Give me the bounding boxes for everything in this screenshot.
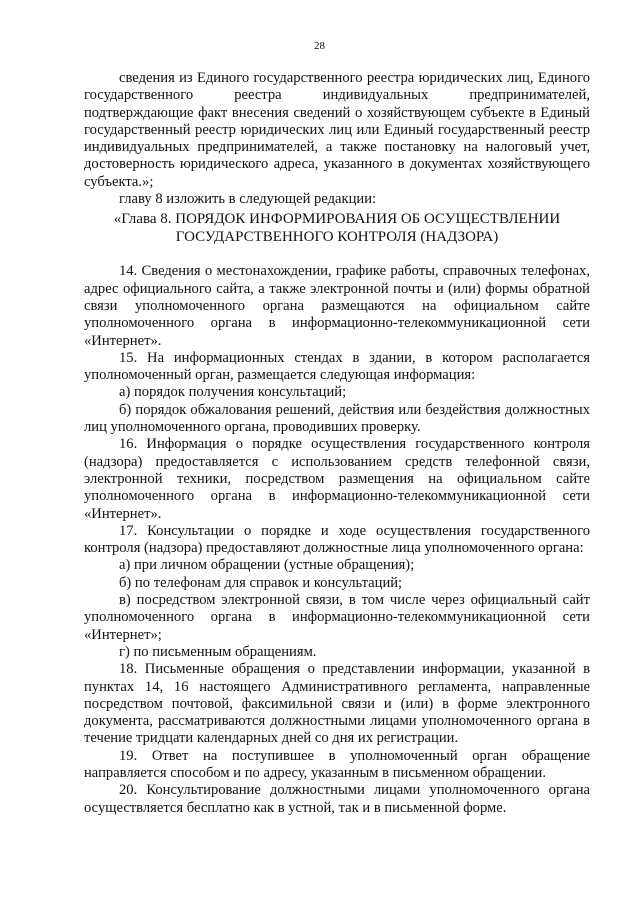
paragraph-17: 17. Консультации о порядке и ходе осуществления государственного контроля (надзора) предоставляют должностные лица уполномоченного органа: [84,522,590,557]
paragraph-15: 15. На информационных стендах в здании, в котором располагается уполномоченный орган, размещается следующая информация: [84,349,590,384]
chapter-heading [84,210,590,246]
chapter-heading-line-1: «Глава 8. ПОРЯДОК ИНФОРМИРОВАНИЯ ОБ ОСУЩЕСТВЛЕНИИ [113,211,561,228]
document-body [84,70,590,817]
paragraph-20: 20. Консультирование должностными лицами уполномоченного органа осуществляется бесплатно как в устной, так и в письменной форме. [84,782,590,816]
intro-paragraph: сведения из Единого государственного реестра юридических лиц, Единого государственного реестра индивидуальных предпринимателей, подтверждающие факт внесения сведений о хозяйствующем субъекте в Единый государственный реестр юридических лиц или Единый государственный реестр индивидуальных предпринимателей, а также постановку на налоговый учет, достоверность юридического адреса, указанного в документах хозяйствующего субъекта.»; [84,70,590,190]
paragraph-15-item-b: б) порядок обжалования решений, действия или бездействия должностных лиц уполномоченного органа, проводивших проверку. [84,401,590,436]
paragraph-17-item-v: в) посредством электронной связи, в том числе через официальный сайт уполномоченного органа в информационно-телекоммуникационной сети «Интернет»; [84,592,590,643]
paragraph-17-item-g: г) по письменным обращениям. [119,643,317,660]
chapter-heading-line-2: ГОСУДАРСТВЕННОГО КОНТРОЛЯ (НАДЗОРА) [175,229,499,246]
paragraph-19: 19. Ответ на поступившее в уполномоченный орган обращение направляется способом и по адресу, указанным в письменном обращении. [84,747,590,781]
paragraph-17-item-a: а) при личном обращении (устные обращения); [119,557,415,574]
page-number: 28 [314,40,325,52]
spacer [84,246,590,263]
paragraph-17-item-b: б) по телефонам для справок и консультаций; [119,574,403,591]
paragraph-18: 18. Письменные обращения о представлении информации, указанной в пунктах 14, 16 настоящего Административного регламента, направленные посредством почтовой, факсимильной связи и (или) в форме электронного документа, рассматриваются должностными лицами уполномоченного органа в течение тридцати календарных дней со дня их регистрации. [84,661,590,747]
amendment-instruction: главу 8 изложить в следующей редакции: [119,191,377,208]
paragraph-15-item-a: а) порядок получения консультаций; [119,384,347,401]
paragraph-16: 16. Информация о порядке осуществления государственного контроля (надзора) предоставляется с использованием средств телефонной связи, электронной техники, посредством размещения на официальном сайте уполномоченного органа в информационно-телекоммуникационной сети «Интернет». [84,436,590,522]
paragraph-14: 14. Сведения о местонахождении, графике работы, справочных телефонах, адрес официального сайта, а также электронной почты и (или) формы обратной связи уполномоченного органа размещаются на официальном сайте уполномоченного органа в информационно-телекоммуникационной сети «Интернет». [84,263,590,349]
